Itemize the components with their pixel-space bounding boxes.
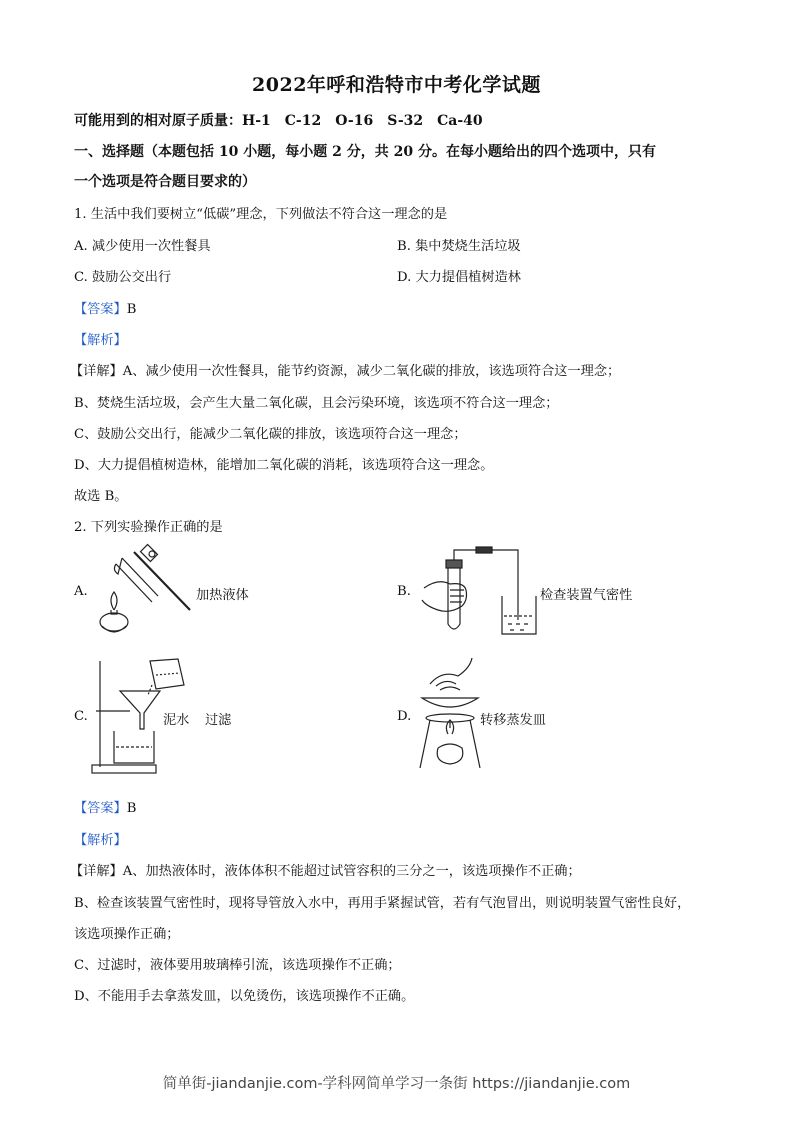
q2-option-d-letter: D. <box>397 709 412 724</box>
q2-detail-d: D、不能用手去拿蒸发皿，以免烫伤，该选项操作不正确。 <box>74 989 415 1004</box>
q1-detail-a <box>70 360 620 379</box>
q2-option-a-letter: A. <box>74 584 88 599</box>
q2-detail-b-line1: B、检查该装置气密性时，现将导管放入水中，再用手紧握试管，若有气泡冒出，则说明装置气密性良好， <box>74 896 691 911</box>
answer-tag: 【答案】 <box>74 302 127 317</box>
detail-text: A、加热液体时，液体体积不能超过试管容积的三分之一，该选项操作不正确； <box>122 864 581 879</box>
answer-tag: 【答案】 <box>74 801 127 816</box>
q1-stem: 1. 生活中我们要树立“低碳”理念，下列做法不符合这一理念的是 <box>74 207 448 222</box>
q1-answer <box>74 298 136 317</box>
page-footer: 简单街-jiandanjie.com-学科网简单学习一条街 https://jiandanjie.com <box>162 1076 631 1092</box>
detail-tag: 【详解】 <box>70 864 123 879</box>
q1-detail-c: C、鼓励公交出行，能减少二氧化碳的排放，该选项符合这一理念； <box>74 427 467 442</box>
atomic-masses: 可能用到的相对原子质量：H-1 C-12 O-16 S-32 Ca-40 <box>74 113 483 129</box>
q2-option-a-caption: 加热液体 <box>196 588 249 603</box>
q1-analysis <box>74 329 127 348</box>
q2-detail-b-line2: 该选项操作正确； <box>74 927 180 942</box>
q2-option-d-caption: 转移蒸发皿 <box>480 713 546 728</box>
q1-option-c: C. 鼓励公交出行 <box>74 270 172 285</box>
q2-detail-a <box>70 860 581 879</box>
analysis-tag: 【解析】 <box>74 333 127 348</box>
q2-option-b-caption: 检查装置气密性 <box>540 588 633 603</box>
q2-option-c-letter: C. <box>74 709 88 724</box>
section-heading-line1: 一、选择题（本题包括 10 小题，每小题 2 分，共 20 分。在每小题给出的四个选项中，只有 <box>74 144 656 160</box>
heating-liquid-figure <box>94 546 194 641</box>
detail-tag: 【详解】 <box>70 364 123 379</box>
q1-option-a: A. 减少使用一次性餐具 <box>74 239 211 254</box>
q1-conclusion: 故选 B。 <box>74 489 128 504</box>
answer-value: B <box>126 302 137 317</box>
q1-detail-b: B、焚烧生活垃圾，会产生大量二氧化碳，且会污染环境，该选项不符合这一理念； <box>74 396 559 411</box>
q2-detail-c: C、过滤时，液体要用玻璃棒引流，该选项操作不正确； <box>74 958 401 973</box>
q2-option-c-caption: 过滤 <box>205 713 232 728</box>
answer-value: B <box>126 801 137 816</box>
page-title: 2022年呼和浩特市中考化学试题 <box>252 74 541 96</box>
detail-text: A、减少使用一次性餐具，能节约资源，减少二氧化碳的排放，该选项符合这一理念； <box>122 364 621 379</box>
q2-analysis <box>74 829 127 848</box>
q1-detail-d: D、大力提倡植树造林，能增加二氧化碳的消耗，该选项符合这一理念。 <box>74 458 494 473</box>
q2-stem: 2. 下列实验操作正确的是 <box>74 520 223 535</box>
evaporating-dish-figure <box>416 656 486 774</box>
q2-option-c-inner-label: 泥水 <box>163 713 190 728</box>
q1-option-d: D. 大力提倡植树造林 <box>397 270 521 285</box>
q2-answer <box>74 797 136 816</box>
section-heading-line2: 一个选项是符合题目要求的） <box>74 174 256 190</box>
analysis-tag: 【解析】 <box>74 833 127 848</box>
q2-option-b-letter: B. <box>397 584 411 599</box>
q1-option-b: B. 集中焚烧生活垃圾 <box>397 239 521 254</box>
airtightness-figure <box>420 544 540 639</box>
